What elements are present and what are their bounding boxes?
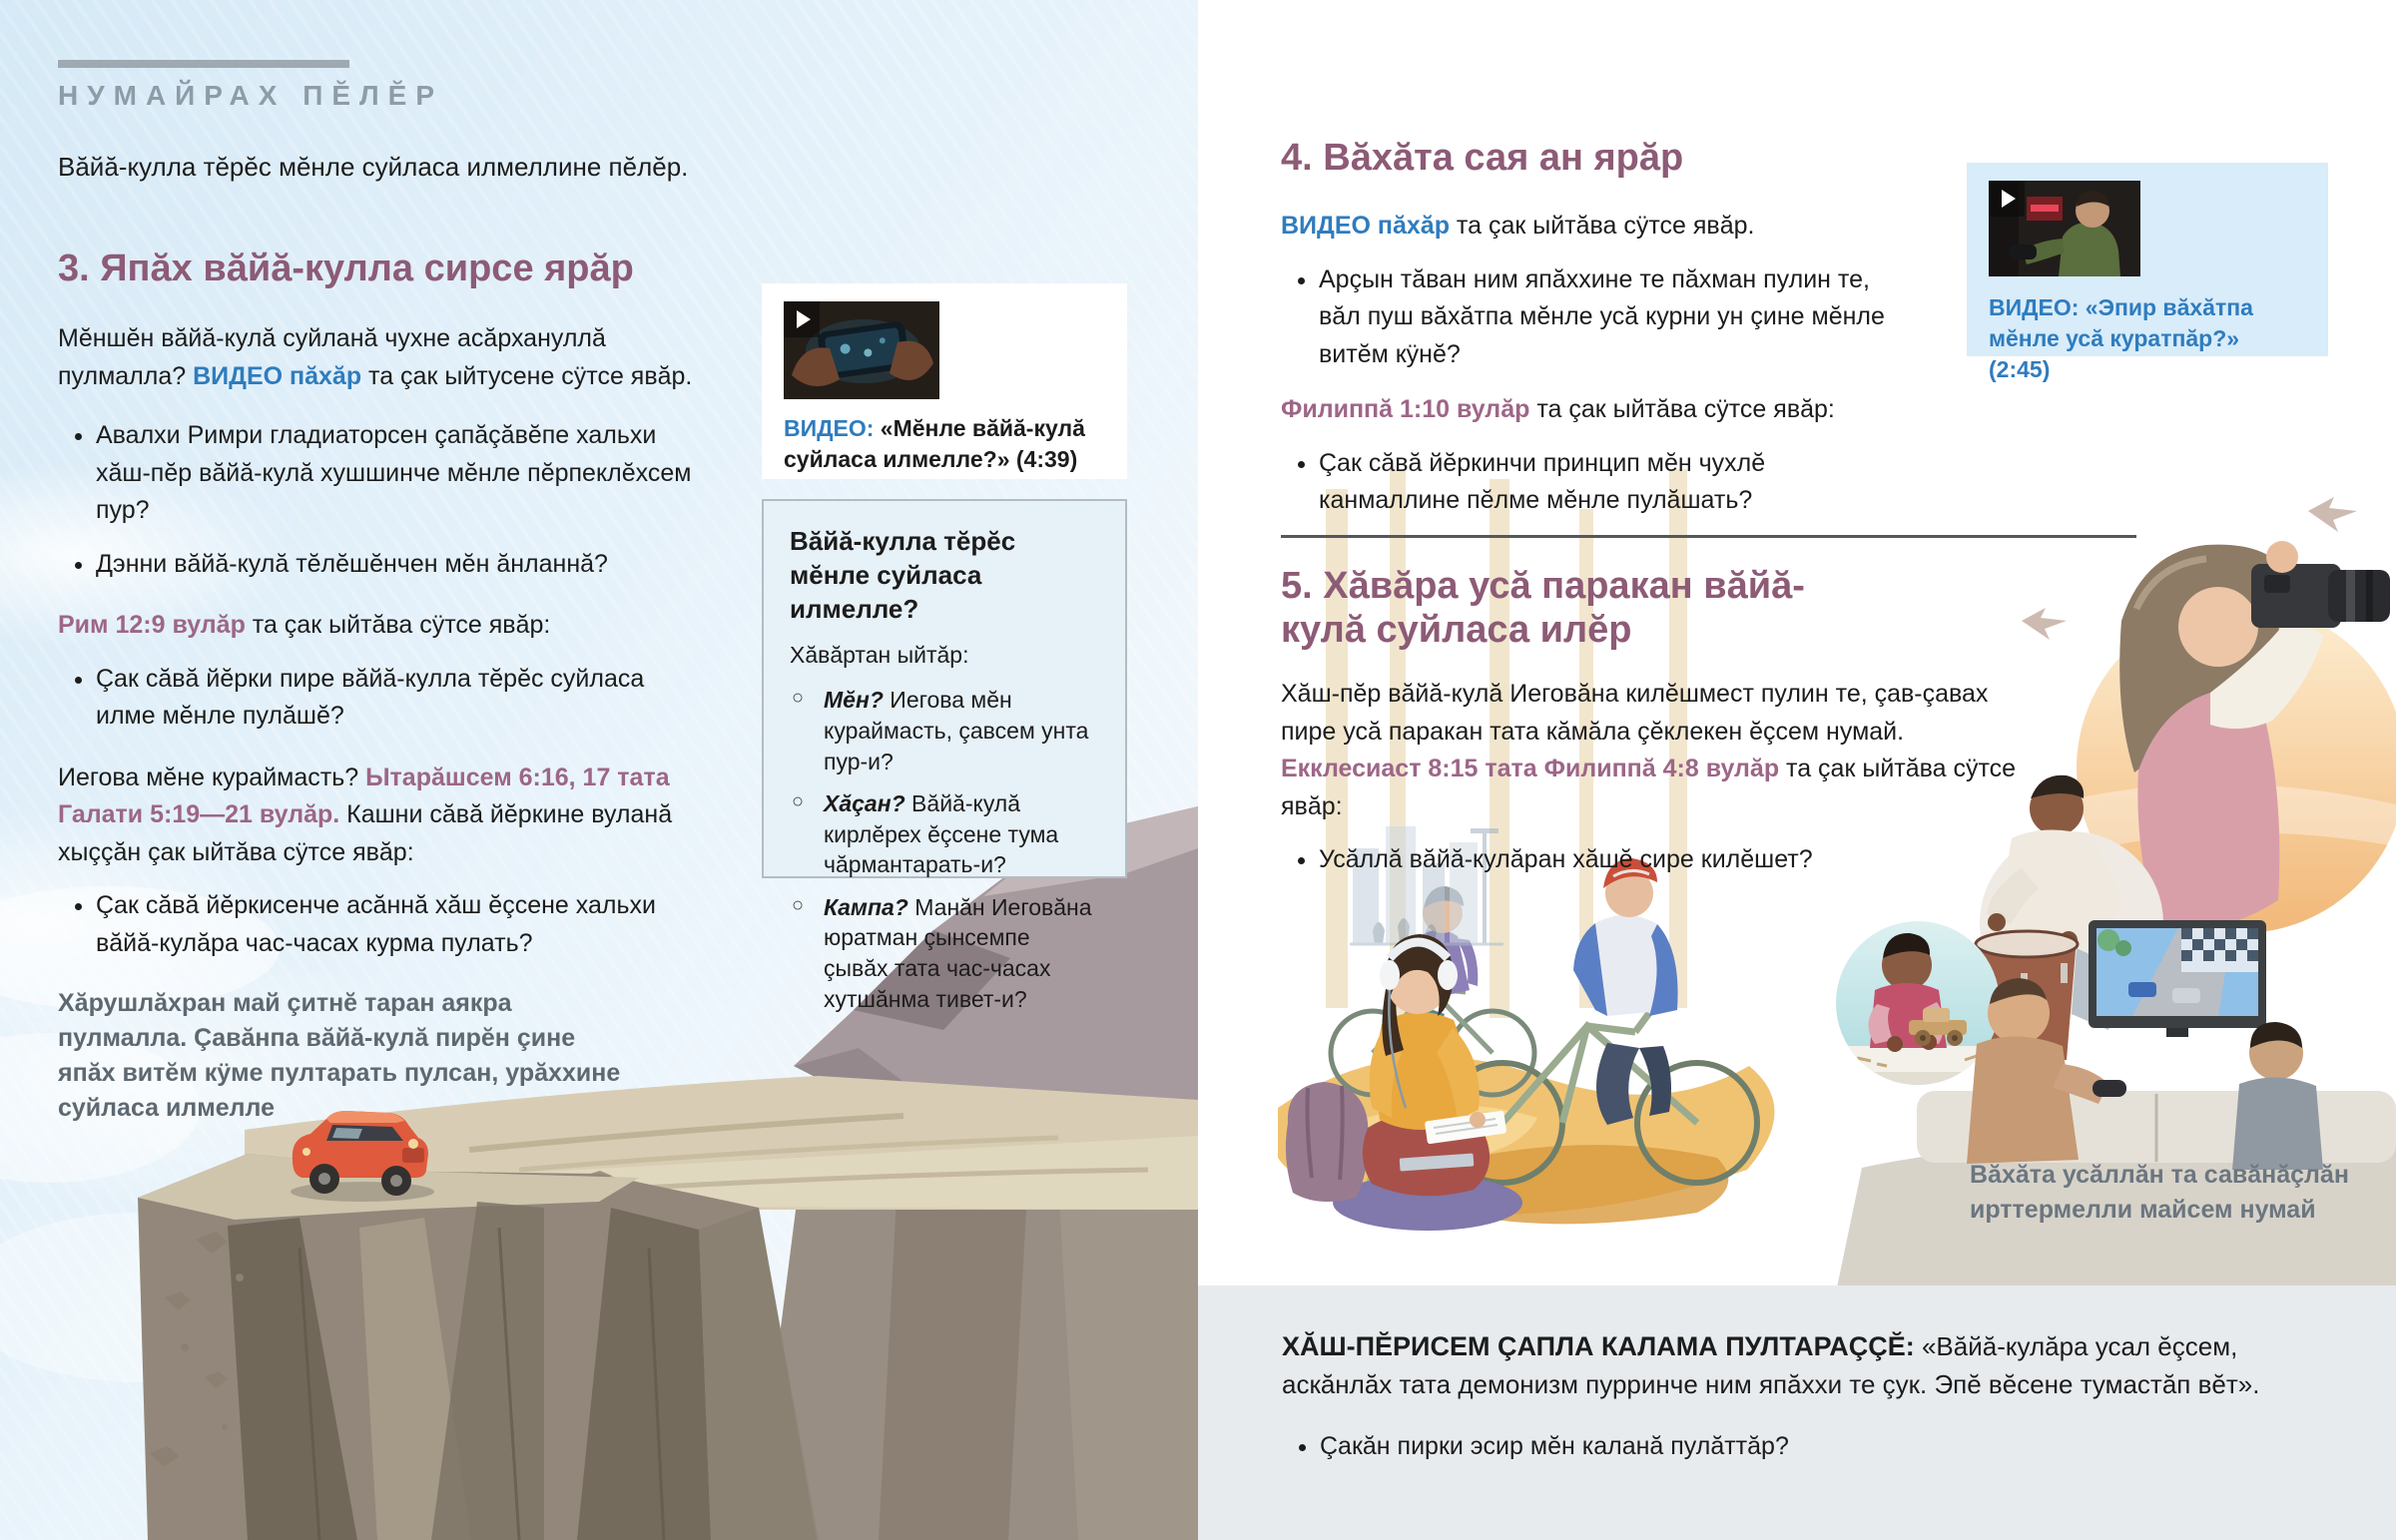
question-word: Хăçан? — [824, 790, 905, 817]
hate-tail: Кашни сăвă йĕркине вуланă хыççăн çак ыйтăва сÿтсе явăр: — [58, 800, 673, 866]
section5-title: 5. Хăвăра усă паракан вăйă-кулă суйласа илĕр — [1281, 565, 1805, 652]
scripture-link[interactable]: Екклесиаст 8:15 тата Филиппă 4:8 вулăр — [1281, 755, 1780, 783]
play-triangle — [2002, 190, 2016, 208]
self-examination-box — [762, 499, 1127, 1012]
section4-column — [1281, 136, 1908, 544]
section3-rom-line — [58, 607, 709, 645]
objection-content — [1282, 1327, 2260, 1489]
section4-questions — [1281, 261, 1908, 374]
section3-hate-questions — [58, 887, 709, 962]
box-title: Вăйă-кулла тĕрĕс мĕнле суйласа илмелле? — [790, 526, 1016, 624]
lesson-eyebrow: НУМАЙРАХ ПĔЛĔР — [58, 80, 443, 111]
list-item — [790, 788, 1099, 880]
section4-ref-tail: та çак ыйтăва сÿтсе явăр: — [1529, 395, 1835, 424]
video1-thumbnail[interactable] — [784, 301, 939, 399]
play-triangle — [797, 310, 811, 328]
video-label[interactable]: ВИДЕО: — [1989, 294, 2080, 320]
video1-title: «Мĕнле вăйă-кулă суйласа илмелле?» (4:39) — [784, 415, 1085, 473]
section4-ref-questions — [1281, 445, 1908, 520]
scripture-link[interactable]: Ытарăшсем 6:16, 17 тата Галати 5:19—21 вулăр. — [58, 763, 670, 829]
section4-lead — [1281, 208, 1908, 246]
cliff-caption: Хăрушлăхран май çитнĕ таран аякра пулмалла. Çавăнпа вăйă-кулă пирĕн çине япăх витĕм кÿме пултарать пулсан, урăххине суйласа илмелле — [58, 989, 621, 1123]
question-text: Иегова мĕн кураймасть, çавсем унта пур-и? — [824, 687, 1089, 774]
list-item: • Çак сăвă йĕркинчи принцип мĕн чухлĕ канмаллине пĕлме мĕнле пулăшать? — [1319, 445, 1908, 520]
section3-lead-tail: та çак ыйтусене сÿтсе явăр. — [361, 361, 693, 390]
section5-body-text: Хăш-пĕр вăйă-кулă Иеговăна килĕшмест пулин те, çав-çавах пире усă паракан тата кăмăла çĕклекен ĕçсем нумай. — [1281, 680, 1989, 746]
question-text: Вăйă-кулă кирлĕрех ĕçсене тума чăрмантарать-и? — [824, 790, 1059, 878]
list-item: • Çакăн пирки эсир мĕн каланă пулăттăр? — [1320, 1428, 2260, 1466]
list-item — [790, 892, 1099, 1014]
play-icon[interactable] — [784, 301, 820, 337]
lesson-goal: Вăйă-кулла тĕрĕс мĕнле суйласа илмеллине пĕлĕр. — [58, 152, 689, 182]
list-item: • Çак сăвă йĕрки пире вăйă-кулла тĕрĕс суйласа илме мĕнле пулăшĕ? — [96, 661, 709, 736]
section-divider — [1281, 535, 2136, 538]
section3-lead-text: Мĕншĕн вăйă-кулă суйланă чухне асăрхануллă пулмалла? — [58, 324, 606, 390]
video2-title: «Эпир вăхăтпа мĕнле усă куратпăр?» (2:45) — [1989, 294, 2253, 383]
question-word: Мĕн? — [824, 687, 884, 714]
question-text: Манăн Иеговăна юратман çынсемпе çывăх тата час-часах хутшăнма тивет-и? — [824, 893, 1092, 1012]
rom-tail: та çак ыйтăва сÿтсе явăр: — [245, 611, 551, 640]
box-subtitle: Хăвăртан ыйтăр: — [790, 642, 969, 669]
list-item: • Дэнни вăйă-кулă тĕлĕшĕнчен мĕн ăнланнă? — [96, 546, 709, 584]
objection-line — [1282, 1327, 2260, 1404]
play-icon[interactable] — [1989, 181, 2025, 217]
section-rule — [58, 60, 349, 68]
section5-body — [1281, 676, 2025, 825]
section5-column — [1281, 535, 2139, 903]
section5-body-tail: та çак ыйтăва сÿтсе явăр: — [1281, 755, 2017, 820]
objection-questions — [1282, 1428, 2260, 1466]
scripture-link[interactable]: Филиппă 1:10 вулăр — [1281, 395, 1530, 424]
box-question-list — [790, 685, 1099, 1014]
video-link[interactable]: ВИДЕО пăхăр — [1281, 212, 1450, 241]
objection-panel — [1198, 1285, 2396, 1540]
objection-lead: ХĂШ-ПĔРИСЕМ ÇАПЛА КАЛАМА ПУЛТАРАÇÇĔ: — [1282, 1331, 1915, 1361]
objection-quote: «Вăйă-кулăра усал ĕçсем, аскăнлăх тата демонизм пурринче ним япăххи те çук. Эпĕ вĕсене тумастăп вĕт». — [1282, 1331, 2260, 1400]
cliff-face — [138, 1154, 819, 1540]
question-word: Кампа? — [824, 893, 908, 920]
video2-caption — [1989, 292, 2306, 385]
list-item: • Арçын тăван ним япăххине те пăхман пулин те, вăл пуш вăхăтпа мĕнле усă курни ун çине мĕнле витĕм кÿнĕ? — [1319, 261, 1908, 374]
video-link[interactable]: ВИДЕО пăхăр — [193, 361, 362, 390]
scripture-link[interactable]: Рим 12:9 вулăр — [58, 611, 246, 640]
list-item — [790, 685, 1099, 776]
video-card-1[interactable] — [762, 283, 1127, 479]
bird-icon — [2308, 497, 2357, 532]
list-item: • Усăллă вăйă-кулăран хăшĕ сире килĕшет? — [1319, 841, 2018, 879]
video2-thumbnail[interactable] — [1989, 181, 2140, 276]
collage-caption: Вăхăта усăллăн та савăнăçлăн ирттермелли майсем нумай — [1970, 1161, 2349, 1224]
left-main-column — [58, 60, 709, 1126]
hate-lead: Иегова мĕне кураймасть? — [58, 763, 366, 791]
section3-questions — [58, 417, 709, 583]
list-item: • Çак сăвă йĕркисенче асăннă хăш ĕçсене хальхи вăйă-кулăра час-часах курма пулать? — [96, 887, 709, 962]
list-item: • Авалхи Римри гладиаторсен çапăçăвĕпе хальхи хăш-пĕр вăйă-кулă хушшинче мĕнле пĕрпеклĕхсем пур? — [96, 417, 709, 530]
section4-ref-line — [1281, 391, 1908, 429]
video-card-2[interactable] — [1967, 163, 2328, 383]
video1-caption — [784, 413, 1105, 475]
section5-questions — [1281, 841, 2018, 879]
section4-lead-tail: та çак ыйтăва сÿтсе явăр. — [1449, 212, 1755, 241]
section3-lead — [58, 320, 709, 395]
section3-title: 3. Япăх вăйă-кулла сирсе ярăр — [58, 248, 634, 289]
section3-rom-questions — [58, 661, 709, 736]
section4-title: 4. Вăхăта сая ан ярăр — [1281, 137, 1684, 179]
section3-hate-line — [58, 760, 709, 872]
video-label[interactable]: ВИДЕО: — [784, 415, 875, 441]
